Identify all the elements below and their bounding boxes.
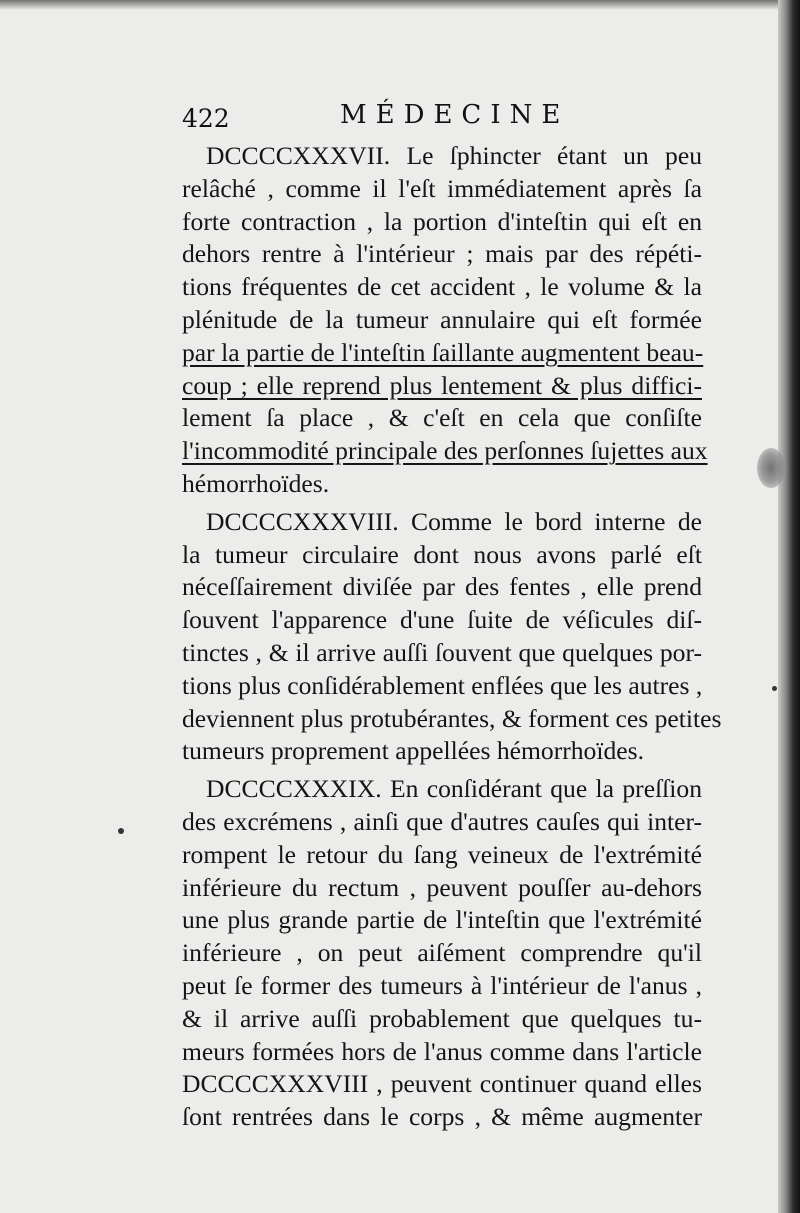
text-line: forte contraction , la portion d'inteſtin qui eſt en (182, 206, 702, 236)
text-line-underlined: par la partie de l'inteſtin ſaillante augmentent beau- (182, 337, 704, 367)
text-line: DCCCCXXXVII. Le ſphincter étant un peu (206, 141, 702, 170)
text-line: & il arrive auſſi probablement que quelques tu- (182, 1003, 702, 1033)
text-line: dehors rentre à l'intérieur ; mais par des répéti- (182, 239, 702, 269)
page-number: 422 (182, 104, 230, 133)
text-line-underlined: l'incommodité principale des perſonnes ſujettes aux (182, 436, 708, 466)
text-line: tions plus conſidérablement enflées que les autres , (182, 670, 703, 700)
text-line: DCCCCXXXVIII , peuvent continuer quand elles (182, 1069, 702, 1099)
body-text (182, 140, 722, 1139)
text-line: plénitude de la tumeur annulaire qui eſt formée (182, 304, 702, 334)
text-line: inférieure , on peut aiſément comprendre qu'il (182, 938, 702, 968)
page-header (182, 100, 742, 134)
text-line: DCCCCXXXVIII. Comme le bord interne de (206, 506, 702, 536)
text-line: tumeurs proprement appellées hémorrhoïdes. (182, 736, 644, 766)
text-line: relâché , comme il l'eſt immédiatement après ſa (182, 173, 702, 203)
text-line: ſont rentrées dans le corps , & même augmenter (182, 1102, 702, 1132)
text-line: peut ſe former des tumeurs à l'intérieur de l'anus , (182, 970, 702, 1000)
text-line: une plus grande partie de l'inteſtin que l'extrémité (182, 905, 702, 935)
text-line: tions fréquentes de cet accident , le volume & la (182, 272, 702, 302)
text-line: ſouvent l'apparence d'une ſuite de véſicules diſ- (182, 605, 702, 635)
text-line: DCCCCXXXIX. En conſidérant que la preſſion (206, 774, 702, 804)
paragraph-938 (182, 506, 722, 768)
text-line: tinctes , & il arrive auſſi ſouvent que quelques por- (182, 637, 702, 667)
text-line-underlined: coup ; elle reprend plus lentement & plus diffici- (182, 370, 702, 400)
text-line: meurs formées hors de l'anus comme dans l'article (182, 1036, 702, 1066)
page-binding-edge (778, 0, 800, 1213)
paragraph-937 (182, 140, 708, 501)
text-line: la tumeur circulaire dont nous avons parlé eſt (182, 539, 702, 569)
ink-stain (757, 448, 785, 488)
text-line: des excrémens , ainſi que d'autres cauſes qui inter- (182, 806, 702, 836)
text-line: inférieure du rectum , peuvent pouſſer au-dehors (182, 872, 702, 902)
running-head: MÉDECINE (340, 100, 570, 130)
text-line: rompent le retour du ſang veineux de l'extrémité (182, 839, 702, 869)
text-line: lement ſa place , & c'eſt en cela que conſiſte (182, 403, 702, 433)
text-line: néceſſairement diviſée par des fentes , elle prend (182, 572, 702, 602)
text-line: deviennent plus protubérantes, & forment ces petites (182, 703, 722, 733)
speck (772, 686, 777, 691)
text-line: hémorrhoïdes. (182, 468, 330, 498)
paragraph-939 (182, 773, 702, 1134)
page-top-shadow (0, 0, 800, 10)
speck (118, 828, 124, 834)
